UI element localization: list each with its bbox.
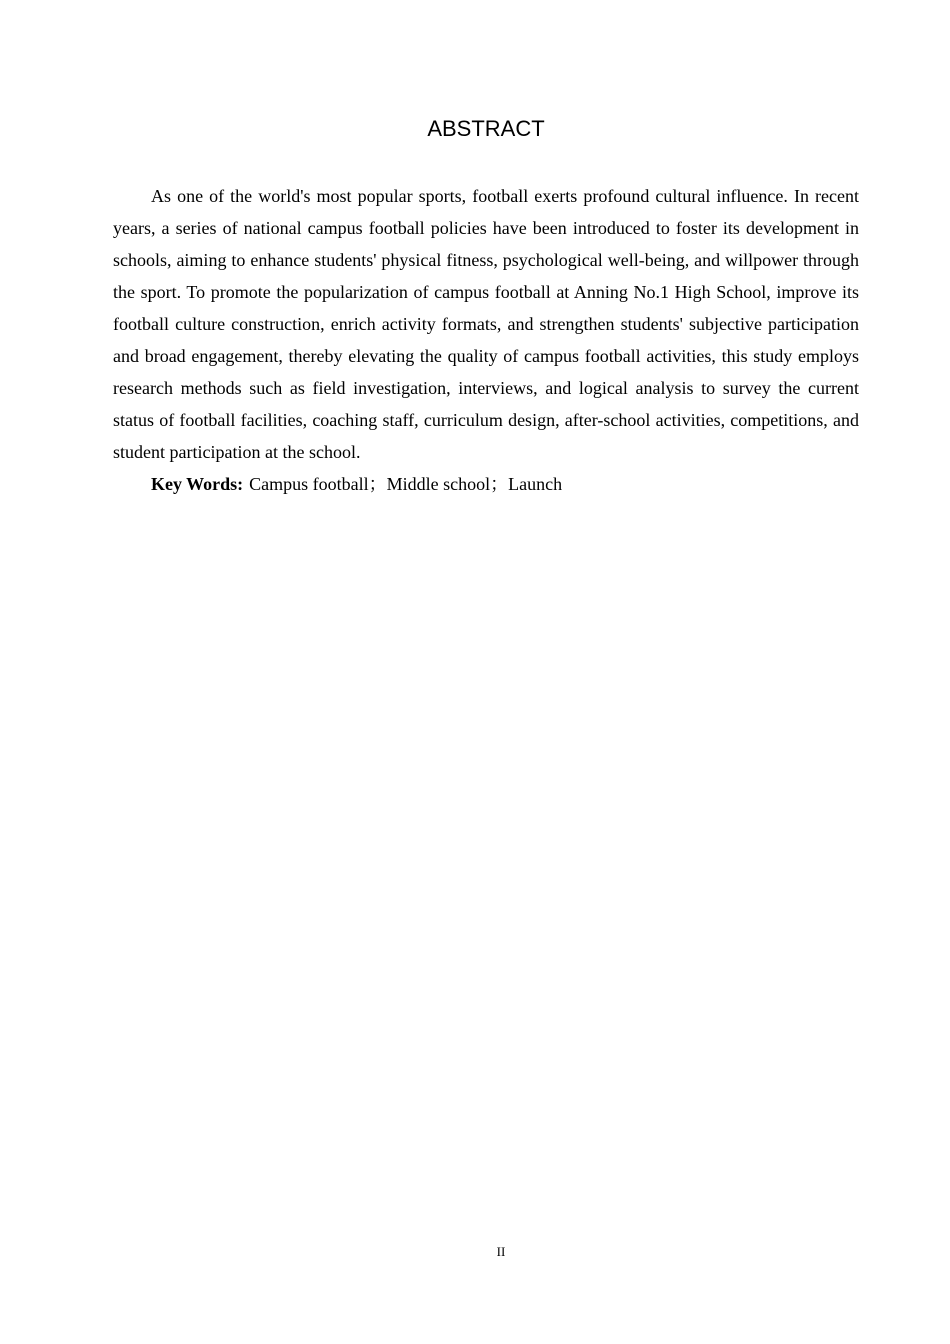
keywords-values: Campus football；Middle school；Launch [249, 474, 563, 494]
page-number: II [496, 1244, 506, 1259]
abstract-paragraph: As one of the world's most popular sports, football exerts profound cultural influence. In recent years, a series of national campus football policies have been introduced to foster its development in schools, aiming to enhance students' physical fitness, psychological well-being, and willpower through the sport. To promote the popularization of campus football at Anning No.1 High School, improve its football culture construction, enrich activity formats, and strengthen students' subjective participation and broad engagement, thereby elevating the quality of campus football activities, this study employs research methods such as field investigation, interviews, and logical analysis to survey the current status of football facilities, coaching staff, curriculum design, after-school activities, competitions, and student participation at the school. [113, 186, 859, 462]
keywords-line [113, 468, 859, 500]
keywords-label: Key Words: [151, 474, 244, 494]
abstract-title: ABSTRACT [427, 116, 545, 141]
